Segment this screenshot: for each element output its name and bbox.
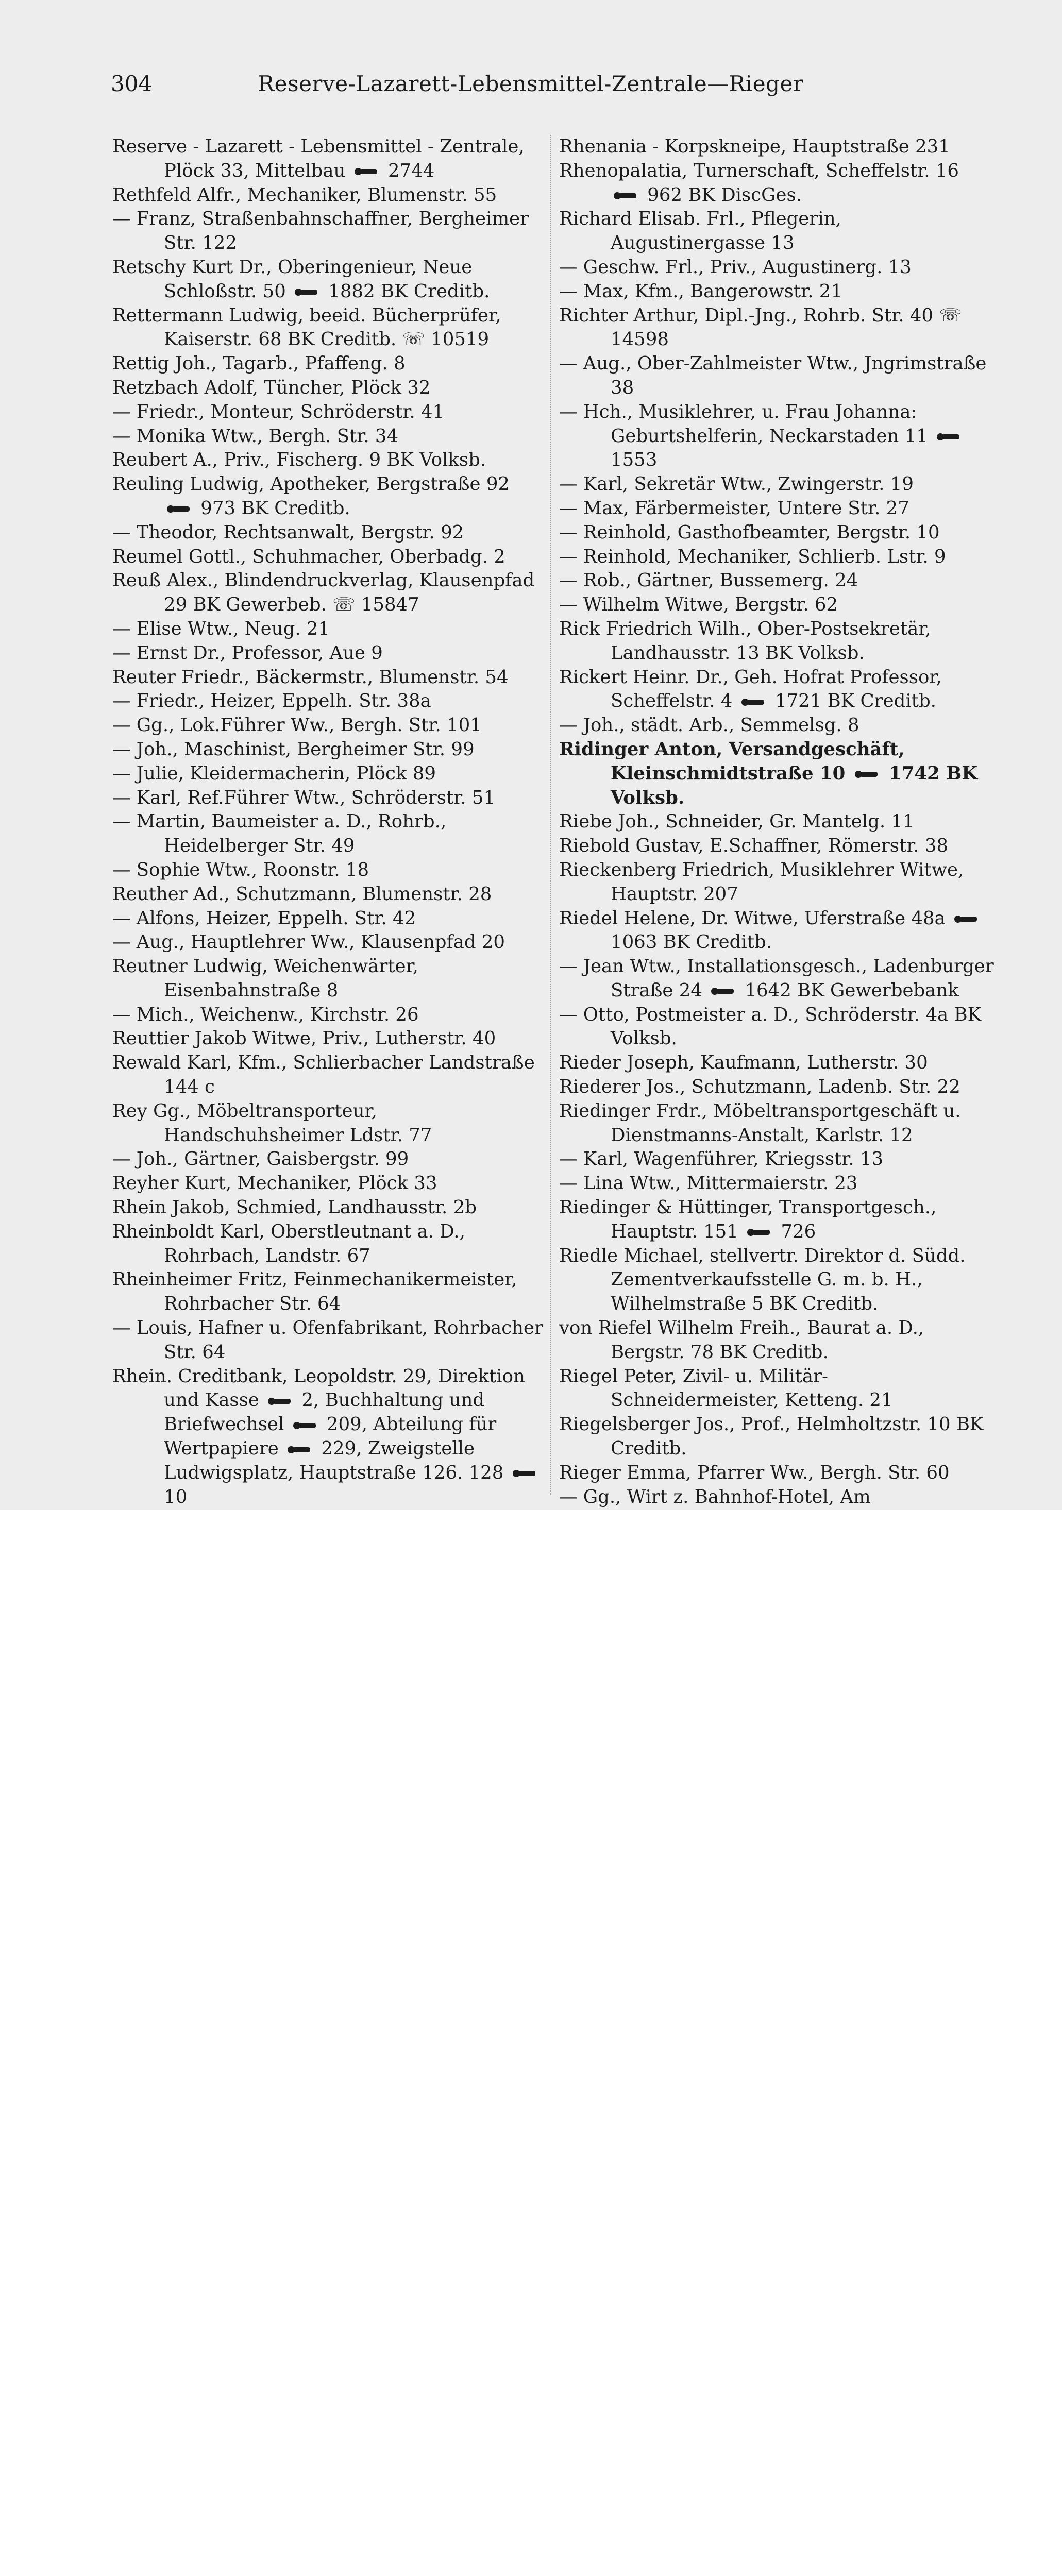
telephone-icon xyxy=(268,1395,293,1408)
directory-entry: — Martin, Baumeister a. D., Rohrb., Heidelberger Str. 49 xyxy=(112,811,447,857)
directory-entry: — Mich., Weichenw., Kirchstr. 26 xyxy=(112,1004,419,1025)
telephone-icon xyxy=(855,768,880,781)
telephone-icon xyxy=(711,985,736,998)
directory-entry: Rieger Emma, Pfarrer Ww., Bergh. Str. 60 xyxy=(559,1462,950,1483)
directory-entry: Riedinger Frdr., Möbeltransportgeschäft u. Dienstmanns-Anstalt, Karlstr. 12 xyxy=(559,1100,961,1146)
directory-entry: Rhenopalatia, Turnerschaft, Scheffelstr. 16 962 BK DiscGes. xyxy=(559,160,959,206)
directory-entry: — Ernst Dr., Professor, Aue 9 xyxy=(112,642,383,664)
telephone-icon xyxy=(288,1443,312,1456)
directory-entry: — Theodor, Rechtsanwalt, Bergstr. 92 xyxy=(112,521,464,543)
telephone-icon xyxy=(747,1226,772,1239)
directory-entry: — Geschw. Frl., Priv., Augustinerg. 13 xyxy=(559,256,912,278)
directory-entry: Reumel Gottl., Schuhmacher, Oberbadg. 2 xyxy=(112,546,505,567)
directory-entry: Rhein Jakob, Schmied, Landhausstr. 2b xyxy=(112,1197,477,1218)
directory-entry: Retzbach Adolf, Tüncher, Plöck 32 xyxy=(112,377,431,398)
directory-entry: Rhenania - Korpskneipe, Hauptstraße 231 xyxy=(559,136,950,157)
directory-entry: Riegel Peter, Zivil- u. Militär-Schneidermeister, Ketteng. 21 xyxy=(559,1365,893,1411)
telephone-icon xyxy=(513,1467,537,1480)
directory-entry: Retschy Kurt Dr., Oberingenieur, Neue Schloßstr. 50 1882 BK Creditb. xyxy=(112,256,490,302)
directory-entry: — Wilhelm Witwe, Bergstr. 62 xyxy=(559,594,838,616)
directory-entry: Richard Elisab. Frl., Pflegerin, Augustinergasse 13 xyxy=(559,208,841,254)
directory-entry: — Rob., Gärtner, Bussemerg. 24 xyxy=(559,570,858,591)
directory-entry: — Joh., Gärtner, Gaisbergstr. 99 xyxy=(112,1148,409,1170)
directory-entry: — Julie, Kleidermacherin, Plöck 89 xyxy=(112,762,436,784)
directory-entry: — Gg., Lok.Führer Ww., Bergh. Str. 101 xyxy=(112,715,482,736)
directory-entry: Riebold Gustav, E.Schaffner, Römerstr. 38 xyxy=(559,835,949,857)
directory-entry: — Karl, Ref.Führer Wtw., Schröderstr. 51 xyxy=(112,787,496,808)
directory-entry: — Louis, Hafner u. Ofenfabrikant, Rohrbacher Str. 64 xyxy=(112,1317,543,1363)
directory-entry: Reuß Alex., Blindendruckverlag, Klausenpfad 29 BK Gewerbeb. ☏ 15847 xyxy=(112,570,535,616)
page-header xyxy=(111,71,951,107)
telephone-icon xyxy=(355,165,379,178)
directory-entry: Rey Gg., Möbeltransporteur, Handschuhsheimer Ldstr. 77 xyxy=(112,1100,432,1146)
directory-entry: — Alfons, Heizer, Eppelh. Str. 42 xyxy=(112,907,416,929)
directory-entry: Reuling Ludwig, Apotheker, Bergstraße 92 973 BK Creditb. xyxy=(112,473,510,519)
left-column xyxy=(112,135,544,1507)
directory-entry: — Jean Wtw., Installationsgesch., Ladenburger Straße 24 1642 BK Gewerbebank xyxy=(559,956,994,1001)
telephone-icon xyxy=(954,912,979,926)
directory-entry: Rick Friedrich Wilh., Ober-Postsekretär, Landhausstr. 13 BK Volksb. xyxy=(559,618,931,664)
directory-entry: Reuther Ad., Schutzmann, Blumenstr. 28 xyxy=(112,883,492,905)
directory-entry: Rickert Heinr. Dr., Geh. Hofrat Professor, Scheffelstr. 4 1721 BK Creditb. xyxy=(559,666,942,712)
directory-entry: Rewald Karl, Kfm., Schlierbacher Landstraße 144 c xyxy=(112,1052,535,1098)
directory-entry: Reyher Kurt, Mechaniker, Plöck 33 xyxy=(112,1173,437,1194)
directory-entry: Rethfeld Alfr., Mechaniker, Blumenstr. 55 xyxy=(112,184,497,206)
directory-entry: — Reinhold, Gasthofbeamter, Bergstr. 10 xyxy=(559,521,940,543)
directory-entry: — Max, Kfm., Bangerowstr. 21 xyxy=(559,280,842,302)
directory-entry: — Aug., Hauptlehrer Ww., Klausenpfad 20 xyxy=(112,931,505,953)
telephone-icon xyxy=(293,1419,318,1432)
directory-entry: — Friedr., Heizer, Eppelh. Str. 38a xyxy=(112,690,431,712)
directory-entry: von Riefel Wilhelm Freih., Baurat a. D., Bergstr. 78 BK Creditb. xyxy=(559,1317,924,1363)
telephone-icon xyxy=(295,285,319,299)
directory-entry: Reubert A., Priv., Fischerg. 9 BK Volksb. xyxy=(112,449,486,471)
telephone-icon xyxy=(167,502,192,516)
directory-entry: Richter Arthur, Dipl.-Jng., Rohrb. Str. 40 ☏ 14598 xyxy=(559,304,962,350)
directory-entry: — Joh., städt. Arb., Semmelsg. 8 xyxy=(559,715,859,736)
telephone-icon xyxy=(741,696,766,709)
directory-entry: Riederer Jos., Schutzmann, Ladenb. Str. 22 xyxy=(559,1076,960,1098)
directory-entry: — Hch., Musiklehrer, u. Frau Johanna: Geburtshelferin, Neckarstaden 11 1553 xyxy=(559,400,994,472)
directory-entry: Reuttier Jakob Witwe, Priv., Lutherstr. 40 xyxy=(112,1028,496,1049)
directory-entry: — Aug., Ober-Zahlmeister Wtw., Jngrimstraße 38 xyxy=(559,353,987,398)
directory-entry: — Max, Färbermeister, Untere Str. 27 xyxy=(559,497,909,519)
right-column xyxy=(559,135,994,1507)
directory-entry: Riedle Michael, stellvertr. Direktor d. Südd. Zementverkaufsstelle G. m. b. H., Wilhelmstraße 5 BK Creditb. xyxy=(559,1245,966,1315)
directory-entry: Riegelsberger Jos., Prof., Helmholtzstr. 10 BK Creditb. xyxy=(559,1414,984,1460)
running-title: Reserve-Lazarett-Lebensmittel-Zentrale—Rieger xyxy=(258,71,804,96)
directory-entry: Reuter Friedr., Bäckermstr., Blumenstr. 54 xyxy=(112,666,509,688)
directory-entry: — Reinhold, Mechaniker, Schlierb. Lstr. 9 xyxy=(559,546,946,567)
directory-entry: — Elise Wtw., Neug. 21 xyxy=(112,618,330,639)
directory-entry: — Lina Wtw., Mittermaierstr. 23 xyxy=(559,1173,858,1194)
directory-entry: Rettermann Ludwig, beeid. Bücherprüfer, Kaiserstr. 68 BK Creditb. ☏ 10519 xyxy=(112,304,501,350)
directory-entry: Rieckenberg Friedrich, Musiklehrer Witwe, Hauptstr. 207 xyxy=(559,859,964,905)
column-divider xyxy=(550,135,551,1495)
telephone-icon xyxy=(614,189,638,202)
page-number: 304 xyxy=(111,71,153,96)
directory-entry: — Karl, Wagenführer, Kriegsstr. 13 xyxy=(559,1148,884,1170)
directory-entry: — Sophie Wtw., Roonstr. 18 xyxy=(112,859,369,880)
directory-entry: Riedel Helene, Dr. Witwe, Uferstraße 48a 1063 BK Creditb. xyxy=(559,907,994,955)
directory-entry: Rheinboldt Karl, Oberstleutnant a. D., Rohrbach, Landstr. 67 xyxy=(112,1221,465,1266)
directory-entry: Rieder Joseph, Kaufmann, Lutherstr. 30 xyxy=(559,1052,928,1074)
directory-entry: Rheinheimer Fritz, Feinmechanikermeister, Rohrbacher Str. 64 xyxy=(112,1269,517,1315)
directory-entry: Ridinger Anton, Versandgeschäft, Kleinschmidtstraße 10 1742 BK Volksb. xyxy=(559,738,978,808)
directory-entry: — Gg., Wirt z. Bahnhof-Hotel, Am xyxy=(559,1485,994,1534)
telephone-icon xyxy=(937,430,962,444)
directory-entry: Riedinger & Hüttinger, Transportgesch., Hauptstr. 151 726 xyxy=(559,1197,937,1242)
directory-entry: Rettig Joh., Tagarb., Pfaffeng. 8 xyxy=(112,353,406,375)
directory-entry: Reserve - Lazarett - Lebensmittel - Zentrale, Plöck 33, Mittelbau 2744 xyxy=(112,136,525,181)
directory-entry: Reutner Ludwig, Weichenwärter, Eisenbahnstraße 8 xyxy=(112,956,418,1001)
directory-entry: Rhein. Creditbank, Leopoldstr. 29, Direktion und Kasse 2, Buchhaltung und Briefwechsel 209, Abteilung für Wertpapiere 229, Zweigstelle Ludwigsplatz, Hauptstraße 126. 128 10 xyxy=(112,1365,544,1510)
directory-entry: — Joh., Maschinist, Bergheimer Str. 99 xyxy=(112,738,475,760)
directory-entry: — Monika Wtw., Bergh. Str. 34 xyxy=(112,425,399,447)
directory-entry: Riebe Joh., Schneider, Gr. Mantelg. 11 xyxy=(559,811,915,833)
footer xyxy=(0,1510,1062,1716)
directory-entry: — Otto, Postmeister a. D., Schröderstr. 4a BK Volksb. xyxy=(559,1004,982,1049)
directory-entry: — Karl, Sekretär Wtw., Zwingerstr. 19 xyxy=(559,473,914,495)
directory-entry: — Friedr., Monteur, Schröderstr. 41 xyxy=(112,401,445,422)
directory-entry: — Franz, Straßenbahnschaffner, Bergheimer Str. 122 xyxy=(112,208,529,254)
